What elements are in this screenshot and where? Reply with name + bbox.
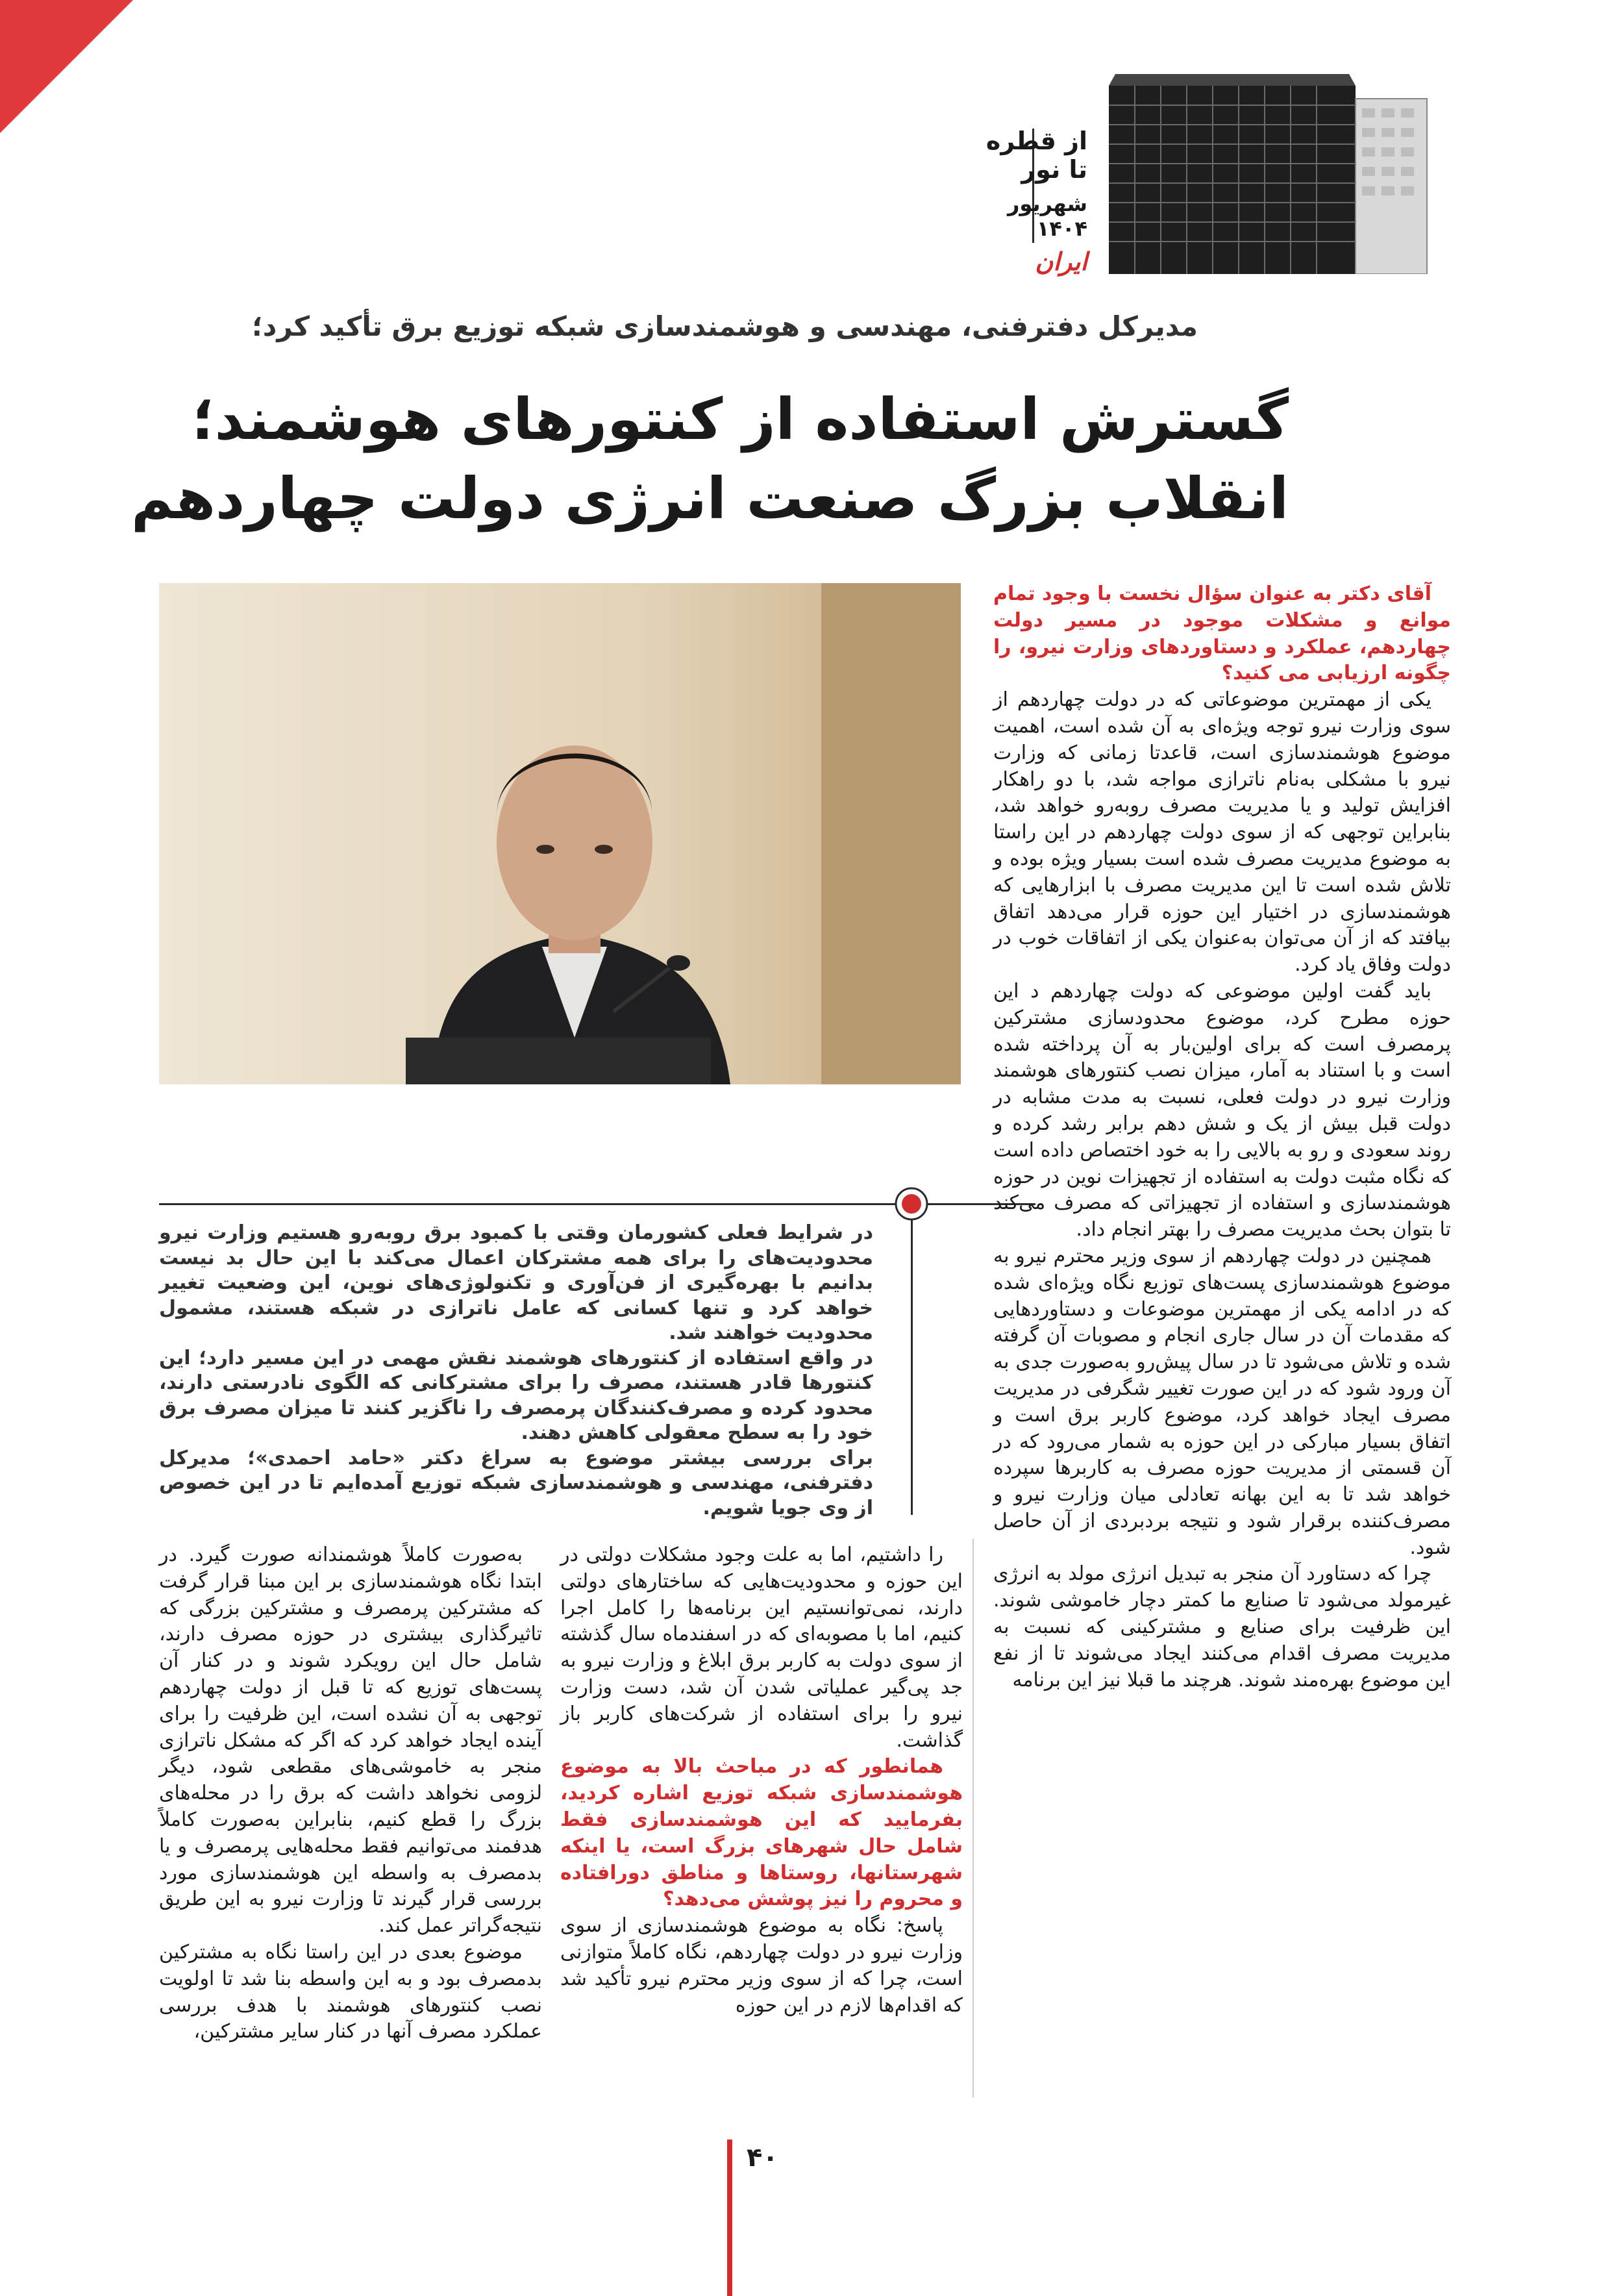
column-middle bbox=[560, 1542, 963, 2019]
article-title bbox=[55, 380, 1289, 538]
portrait-photo bbox=[159, 583, 961, 1084]
quote-rule-vertical bbox=[911, 1203, 913, 1515]
page-number: ۴۰ bbox=[747, 2143, 778, 2173]
quote-paragraph: برای بررسی بیشتر موضوع به سراغ دکتر «حامد احمدی»؛ مدیرکل دفترفنی، مهندسی و هوشمندسازی شبکه توزیع آمده‌ایم تا در این خصوص از وی جویا شویم. bbox=[159, 1446, 873, 1519]
section-name: از قطره تا نور bbox=[985, 127, 1087, 184]
body-paragraph: یکی از مهمترین موضوعاتی که در دولت چهاردهم از سوی وزارت نیرو توجه ویژه‌ای به آن شده است، اهمیت موضوع هوشمندسازی است، قاعدتا زمانی که وزارت نیرو با مشکلی به‌نام ناترازی مواجه شد، با دو راهکار افزایش تولید و یا مدیریت مصرف روبه‌رو خواهد شد، بنابراین توجهی که از سوی دولت چهاردهم در این راستا به موضوع مدیریت مصرف شده است بسیار ویژه بوده و تلاش شده است تا این مدیریت مصرف با ابزارهایی که هوشمندسازی در اختیار این حوزه قرار می‌دهد اتفاق بیافتد که از آن می‌توان به‌عنوان یکی از اتفاقات خوب در دولت وفاق یاد کرد. bbox=[993, 688, 1451, 977]
issue-date: شهریور ۱۴۰۴ bbox=[1008, 192, 1087, 241]
article-subtitle: مدیرکل دفترفنی، مهندسی و هوشمندسازی شبکه توزیع برق تأکید کرد؛ bbox=[252, 310, 1198, 342]
title-line-2: انقلاب بزرگ صنعت انرژی دولت چهاردهم bbox=[130, 465, 1289, 532]
title-line-1: گسترش استفاده از کنتورهای هوشمند؛ bbox=[192, 386, 1289, 453]
corner-accent bbox=[0, 0, 133, 133]
question-1: آقای دکتر به عنوان سؤال نخست با وجود تمام موانع و مشکلات موجود در مسیر دولت چهاردهم، عملکرد و دستاوردهای وزارت نیرو، را چگونه ارزیابی می کنید؟ bbox=[993, 582, 1451, 685]
quote-paragraph: در واقع استفاده از کنتورهای هوشمند نقش مهمی در این مسیر دارد؛ این کنتورها قادر هستند، مصرف را برای مشترکانی که الگوی نادرستی دارند، محدود کرده و مصرف‌کنندگان پرمصرف را ناگزیر کنند تا میزان مصرف برق خود را به سطح معقولی کاهش دهند. bbox=[159, 1346, 873, 1444]
magazine-logo: ایران bbox=[1035, 247, 1087, 276]
body-paragraph: پاسخ: نگاه به موضوع هوشمندسازی از سوی وزارت نیرو در دولت چهاردهم، نگاه کاملاً متوازنی است، چرا که از سوی وزیر محترم نیرو تأکید شد که اقدام‌ها لازم در این حوزه bbox=[560, 1914, 963, 2017]
body-paragraph: باید گفت اولین موضوعی که دولت چهاردهم د این حوزه مطرح کرد، موضوع محدودسازی مشترکین پرمصرف است که برای اولین‌بار به آن پرداخته شده است و با استناد به آمار، میزان نصب کنتورهای هوشمند وزارت نیرو در دولت فعلی، نسبت به مدت مشابه در دولت قبل بیش از یک و شش دهم برابر رشد کرده و روند سعودی و رو به بالایی را به خود اختصاص داده است که نگاه مثبت دولت به استفاده از تجهیزات نوین در حوزه هوشمندسازی و استفاده از تجهیزاتی که مصرف می‌کند تا بتوان بحث مدیریت مصرف را بهتر انجام داد. bbox=[993, 979, 1451, 1242]
building-photo bbox=[1096, 60, 1446, 274]
column-divider bbox=[973, 1539, 974, 2097]
target-dot-icon bbox=[895, 1187, 928, 1221]
body-paragraph: به‌صورت کاملاً هوشمندانه صورت گیرد. در ابتدا نگاه هوشمندسازی بر این مبنا قرار گرفت که مشترکین پرمصرف و مشترکین بزرگی که تاثیرگذاری بیشتری در حوزه مصرف دارند، شامل حال این رویکرد شوند و در کنار آن پست‌های توزیع که تا قبل از دولت چهاردهم توجهی به آن نشده است، این ظرفیت را برای آینده ایجاد خواهد کرد که اگر که مشکل ناترازی منجر به خاموشی‌های مقطعی شود، دیگر لزومی نخواهد داشت که برق را در محله‌های بزرگ را قطع کنیم، بنابراین به‌صورت کاملاً هدفمند می‌توانیم فقط محله‌هایی پرمصرف و یا بدمصرف به واسطه این هوشمندسازی مورد بررسی قرار گیرند تا وزارت نیرو به این طریق نتیجه‌گراتر عمل کند. bbox=[159, 1543, 542, 1938]
question-2: همانطور که در مباحث بالا به موضوع هوشمندسازی شبکه توزیع اشاره کردید، بفرمایید که این هوشمندسازی فقط شامل حال شهرهای بزرگ است، یا اینکه شهرستانها، روستاها و مناطق دورافتاده و محروم را نیز پوشش می‌دهد؟ bbox=[560, 1755, 963, 1911]
pull-quote bbox=[159, 1221, 873, 1521]
body-paragraph: موضوع بعدی در این راستا نگاه به مشترکین بدمصرف بود و به این واسطه بنا شد تا اولویت نصب کنتورهای هوشمند با هدف بررسی عملکرد مصرف آنها در کنار سایر مشترکین، bbox=[159, 1940, 542, 2043]
page-number-bar bbox=[727, 2140, 732, 2296]
header-block bbox=[984, 127, 1087, 276]
column-left bbox=[159, 1542, 542, 2045]
body-paragraph: چرا که دستاورد آن منجر به تبدیل انرژی مولد به انرژی غیرمولد می‌شود تا صنایع ما کمتر دچار خاموشی شوند. این ظرفیت برای صنایع و مشترکینی که نسبت به مدیریت مصرف اقدام می‌کنند ایجاد می‌شوند تا از نفع این موضوع بهره‌مند شوند. هرچند ما قبلا نیز این برنامه bbox=[993, 1562, 1451, 1691]
body-paragraph: را داشتیم، اما به علت وجود مشکلات دولتی در این حوزه و محدودیت‌هایی که ساختارهای دولتی دارند، نمی‌توانستیم این برنامه‌ها را کامل اجرا کنیم، اما با مصوبه‌ای که در اسفندماه سال گذشته از سوی دولت به کاربر برق ابلاغ و وزارت نیرو به جد پی‌گیر عملیاتی شدن آن شد، دست وزارت نیرو را برای استفاده از شرکت‌های کاربر باز گذاشت. bbox=[560, 1543, 963, 1752]
column-right bbox=[993, 581, 1451, 1693]
body-paragraph: همچنین در دولت چهاردهم از سوی وزیر محترم نیرو به موضوع هوشمندسازی پست‌های توزیع نگاه ویژه‌ای شده که در ادامه یکی از مهمترین موضوعات و دستاوردهایی که مقدمات آن در سال جاری انجام و مصوبات آن گرفته شده و تلاش می‌شود تا در سال پیش‌رو به‌صورت جدی به آن ورود شود که در این صورت تغییر شگرفی در مدیریت مصرف ایجاد خواهد کرد، موضوع کاربر برق است و اتفاق بسیار مبارکی در این حوزه به شمار می‌رود که در آن قسمتی از مدیریت حوزه مصرف به کاربرها سپرده خواهد شد تا به این بهانه تعادلی میان وزارت نیرو و مصرف‌کننده برقرار شود و نتیجه برد‌برد‌ی از آن حاصل شود. bbox=[993, 1244, 1451, 1559]
quote-paragraph: در شرایط فعلی کشورمان وقتی با کمبود برق روبه‌رو هستیم وزارت نیرو محدودیت‌های را برای همه مشترکان اعمال می‌کند با این حال بد نیست بدانیم با بهره‌گیری از فن‌آوری و تکنولوژی‌های نوین، این وضعیت تغییر خواهد کرد و تنها کسانی که عامل ناترازی در شبکه هستند، مشمول محدودیت خواهند شد. bbox=[159, 1221, 873, 1344]
